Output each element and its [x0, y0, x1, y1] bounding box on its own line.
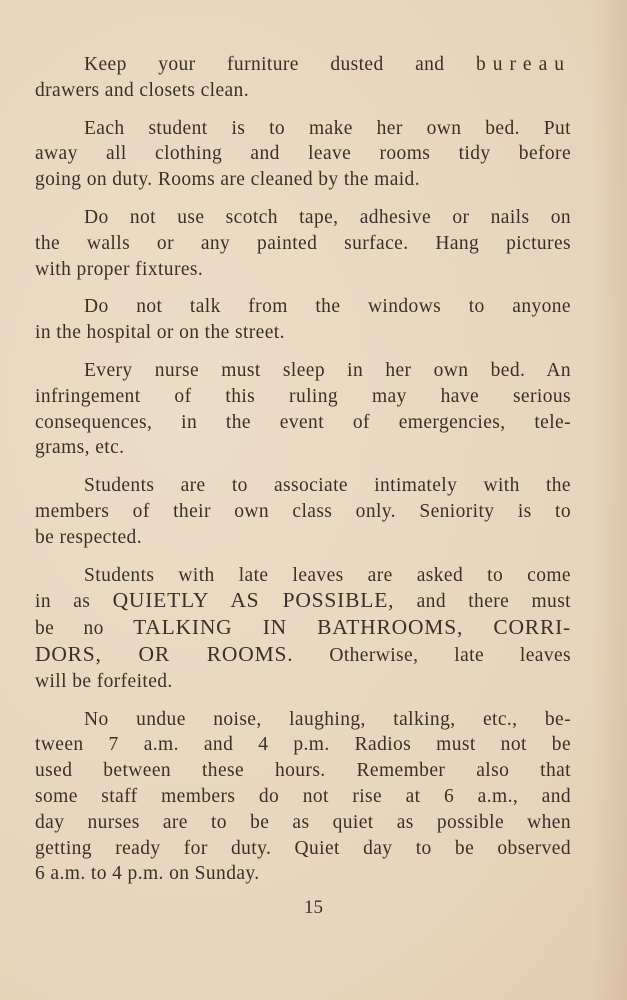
- paragraph-late-leaves: [35, 563, 571, 695]
- text-line: be respected.: [35, 526, 142, 548]
- text-line: Do not use scotch tape, adhesive or nails on: [84, 206, 571, 228]
- text-line: [35, 52, 571, 78]
- text-line: No undue noise, laughing, talking, etc., be-: [84, 708, 571, 730]
- text-line: Every nurse must sleep in her own bed. An: [84, 359, 571, 381]
- text-line: [35, 588, 571, 615]
- text-line: consequences, in the event of emergencies, tele-: [35, 411, 571, 433]
- text-line: tween 7 a.m. and 4 p.m. Radios must not be: [35, 734, 571, 756]
- text-segment: Keep your furniture dusted and: [84, 54, 445, 75]
- text-line: grams, etc.: [35, 437, 125, 459]
- paragraph-furniture: [35, 52, 571, 104]
- text-segment-caps: DORS, OR ROOMS.: [35, 641, 294, 666]
- paragraph-windows: [35, 294, 571, 346]
- paragraph-bed: [35, 116, 571, 193]
- text-line: 6 a.m. to 4 p.m. on Sunday.: [35, 863, 260, 885]
- text-line: the walls or any painted surface. Hang pictures: [35, 232, 571, 254]
- page-body: [35, 52, 571, 899]
- text-line: Students are to associate intimately with the: [84, 475, 571, 497]
- text-line: with proper fixtures.: [35, 258, 204, 280]
- text-line: some staff members do not rise at 6 a.m., and: [35, 785, 571, 807]
- text-segment: Otherwise, late leaves: [329, 644, 572, 666]
- text-line: away all clothing and leave rooms tidy before: [35, 143, 571, 165]
- text-segment: in as: [35, 591, 91, 613]
- text-line: [35, 615, 571, 642]
- paragraph-sleep: [35, 358, 571, 461]
- text-segment: be no: [35, 618, 104, 640]
- paragraph-associate: [35, 473, 571, 550]
- text-line: [35, 642, 571, 669]
- text-line: used between these hours. Remember also that: [35, 760, 571, 782]
- text-line: infringement of this ruling may have serious: [35, 385, 571, 407]
- text-segment: and there must: [416, 591, 571, 613]
- text-line: members of their own class only. Seniority is to: [35, 500, 571, 522]
- text-line: in the hospital or on the street.: [35, 322, 285, 344]
- text-segment-spaced: bureau: [475, 54, 571, 75]
- text-line: Do not talk from the windows to anyone: [84, 296, 571, 318]
- text-line: day nurses are to be as quiet as possible when: [35, 811, 571, 833]
- text-line: going on duty. Rooms are cleaned by the maid.: [35, 169, 420, 191]
- page-number: 15: [304, 897, 323, 918]
- text-segment-caps: TALKING IN BATHROOMS, CORRI-: [133, 615, 572, 640]
- text-segment-caps: QUIETLY AS POSSIBLE,: [112, 588, 395, 613]
- text-line: Students with late leaves are asked to come: [84, 564, 571, 586]
- text-line: drawers and closets clean.: [35, 79, 249, 101]
- text-line: will be forfeited.: [35, 670, 173, 692]
- paragraph-walls: [35, 205, 571, 282]
- text-line: Each student is to make her own bed. Put: [84, 117, 571, 139]
- paragraph-noise: [35, 707, 571, 888]
- text-line: getting ready for duty. Quiet day to be observed: [35, 837, 571, 859]
